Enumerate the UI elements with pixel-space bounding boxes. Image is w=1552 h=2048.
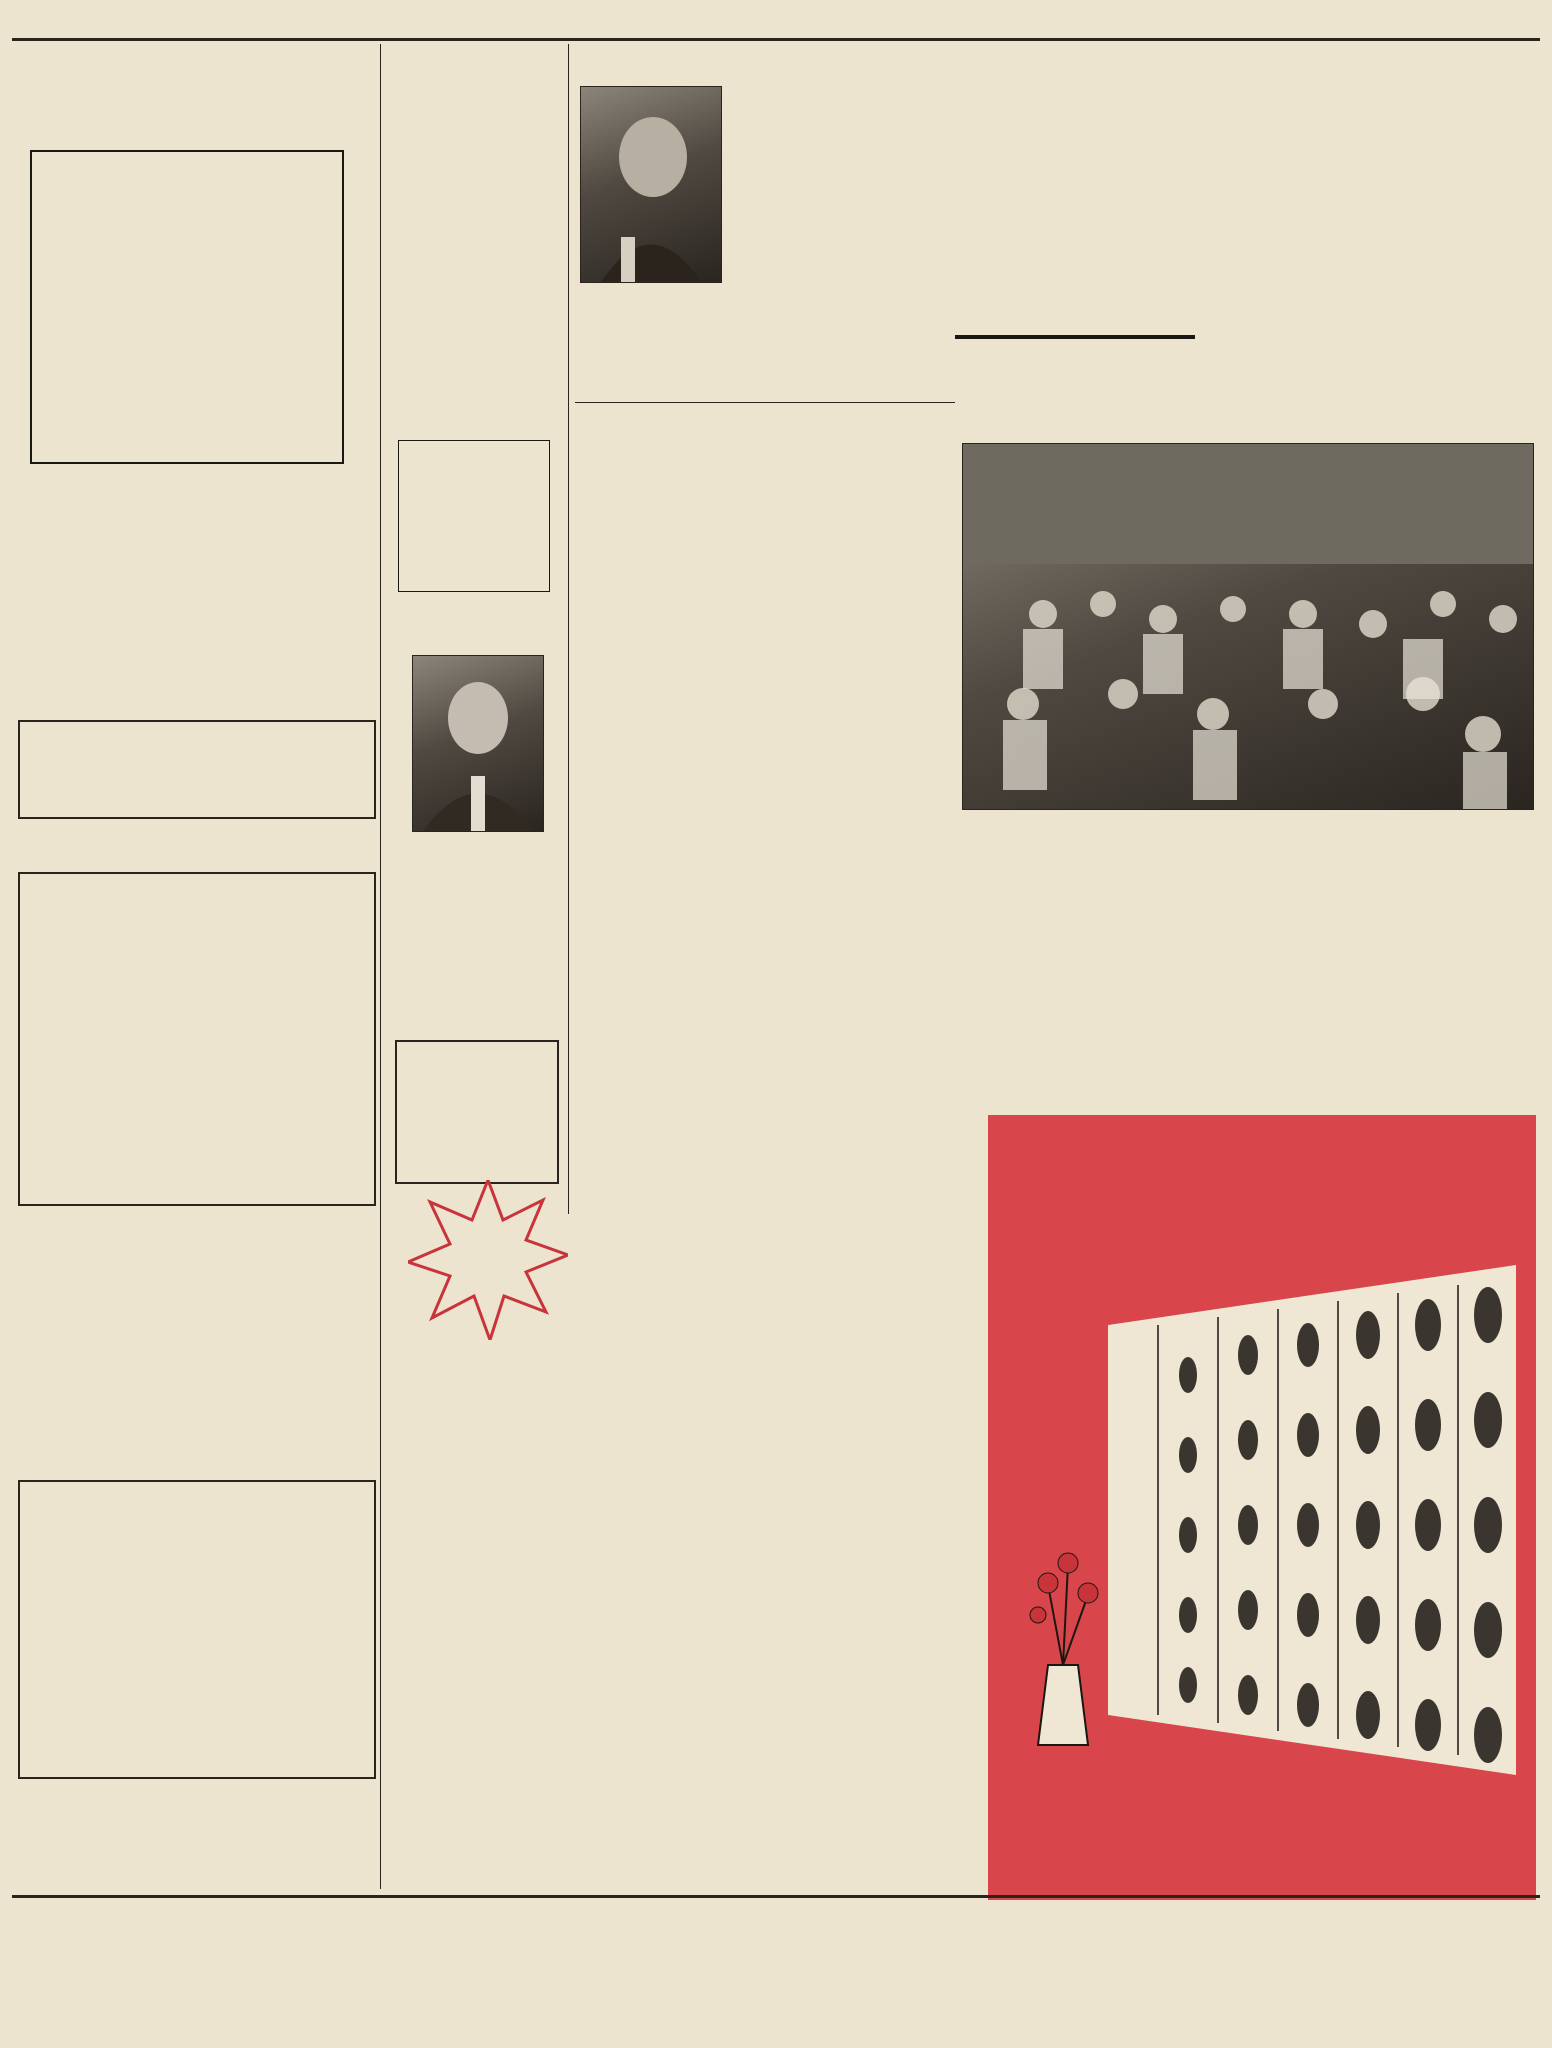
lead-body-below-photo	[1304, 835, 1524, 945]
toffee-body	[395, 1610, 955, 1825]
pension-body	[20, 1482, 374, 1640]
lead-body-coop	[1304, 968, 1524, 1098]
crossword-down	[20, 470, 370, 720]
typing-body	[20, 880, 374, 1026]
ad-contractors	[395, 1040, 559, 1184]
section-logo	[955, 225, 1195, 345]
ad-typing	[18, 872, 376, 1206]
lead-body-tax	[1040, 926, 1280, 986]
wallpaper-pattern	[1008, 1265, 1516, 1775]
municipality-body	[770, 490, 955, 750]
local-assoc-body	[775, 1070, 955, 1200]
municipality-body-help	[770, 772, 955, 922]
masthead-rule	[12, 38, 1540, 41]
talks-body	[18, 1806, 372, 1866]
ad-wallpaper	[988, 1115, 1536, 1900]
lead-body-friday	[960, 372, 1150, 436]
toffee-burst	[408, 1180, 568, 1340]
ad-pension	[18, 1480, 376, 1779]
summons-body	[578, 946, 768, 1031]
crossword-solution-grid	[398, 440, 550, 592]
portrait-return-europe	[412, 655, 544, 832]
lead-body-friday-side	[1160, 352, 1350, 442]
insurance-body	[985, 1018, 1275, 1054]
lead-intro	[1224, 206, 1524, 278]
crossword-across	[385, 140, 560, 410]
merchants-body	[18, 1232, 372, 1382]
portrait-column-body	[578, 304, 728, 396]
contractors-body	[397, 1050, 557, 1108]
portrait-chitsaz	[580, 86, 722, 283]
lead-body-mid-2	[720, 214, 945, 434]
lead-body-coop2	[1040, 835, 1280, 905]
crossword-grid	[30, 150, 344, 464]
return-europe-body	[390, 836, 565, 1026]
meeting-photo	[962, 443, 1534, 810]
ad-shirt	[18, 720, 376, 819]
municipality-body2	[578, 490, 758, 640]
municipality-body-hundred	[578, 666, 758, 776]
